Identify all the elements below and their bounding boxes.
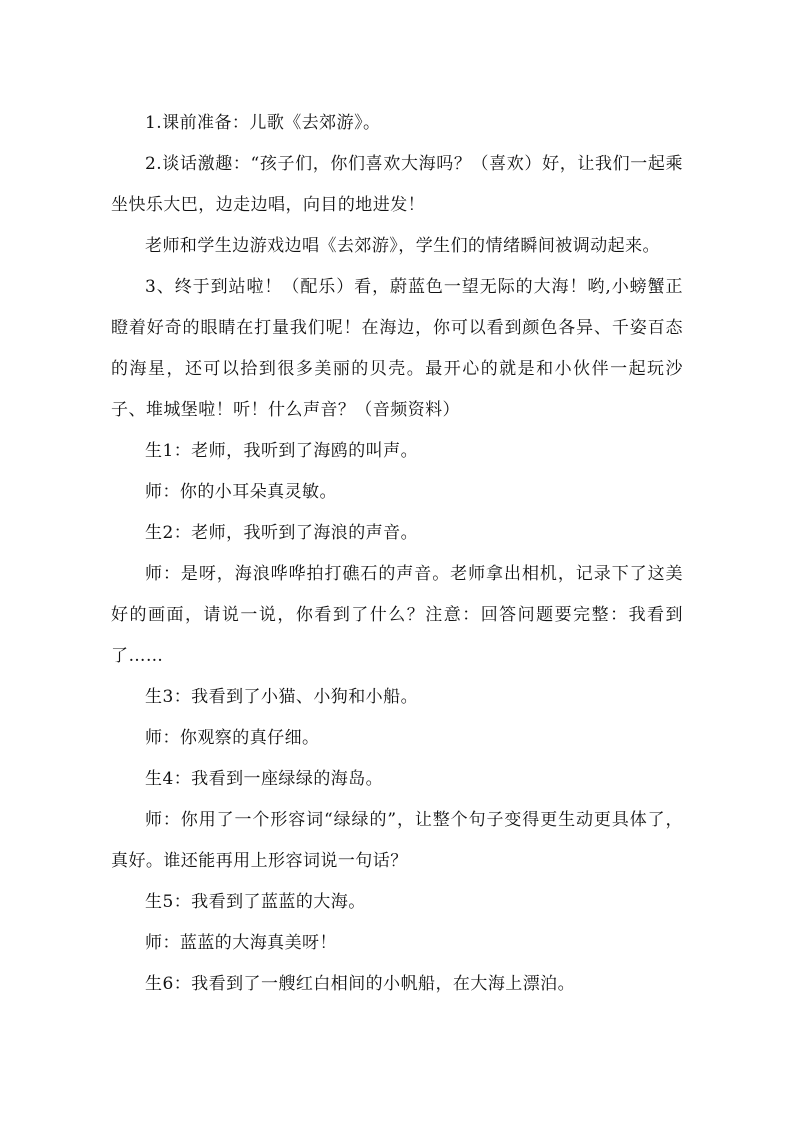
lesson-text bbox=[111, 103, 683, 1005]
dialogue-line: 师：你的小耳朵真灵敏。 bbox=[145, 482, 337, 502]
dialogue-line: 师：是呀，海浪哗哗拍打礁石的声音。老师拿出相机，记录下了这美好的画面，请说一说，你看到了什么？注意：回答问题要完整：我看到了…… bbox=[111, 564, 683, 666]
dialogue-line: 生1：老师，我听到了海鸥的叫声。 bbox=[145, 441, 419, 461]
dialogue-line: 生2：老师，我听到了海浪的声音。 bbox=[145, 523, 419, 543]
dialogue-line: 生6：我看到了一艘红白相间的小帆船，在大海上漂泊。 bbox=[145, 974, 576, 994]
dialogue-line: 师：你用了一个形容词“绿绿的”，让整个句子变得更生动更具体了，真好。谁还能再用上形容词说一句话？ bbox=[111, 810, 683, 871]
paragraph-intro: 2.谈话激趣：“孩子们，你们喜欢大海吗？（喜欢）好，让我们一起乘坐快乐大巴，边走边唱，向目的地进发！ bbox=[111, 154, 683, 215]
paragraph-song: 老师和学生边游戏边唱《去郊游》，学生们的情绪瞬间被调动起来。 bbox=[145, 236, 660, 256]
paragraph-prep: 1.课前准备：儿歌《去郊游》。 bbox=[145, 113, 381, 133]
paragraph-arrival: 3、终于到站啦！（配乐）看，蔚蓝色一望无际的大海！哟,小螃蟹正瞪着好奇的眼睛在打量我们呢！在海边，你可以看到颜色各异、千姿百态的海星，还可以拾到很多美丽的贝壳。最开心的就是和小伙伴一起玩沙子、堆城堡啦！听！什么声音？（音频资料） bbox=[111, 277, 683, 420]
dialogue-line: 师：你观察的真仔细。 bbox=[145, 728, 320, 748]
dialogue-line: 生5：我看到了蓝蓝的大海。 bbox=[145, 892, 366, 912]
dialogue-line: 生4：我看到一座绿绿的海岛。 bbox=[145, 769, 384, 789]
dialogue-line: 师：蓝蓝的大海真美呀！ bbox=[145, 933, 337, 953]
dialogue-line: 生3：我看到了小猫、小狗和小船。 bbox=[145, 687, 419, 707]
